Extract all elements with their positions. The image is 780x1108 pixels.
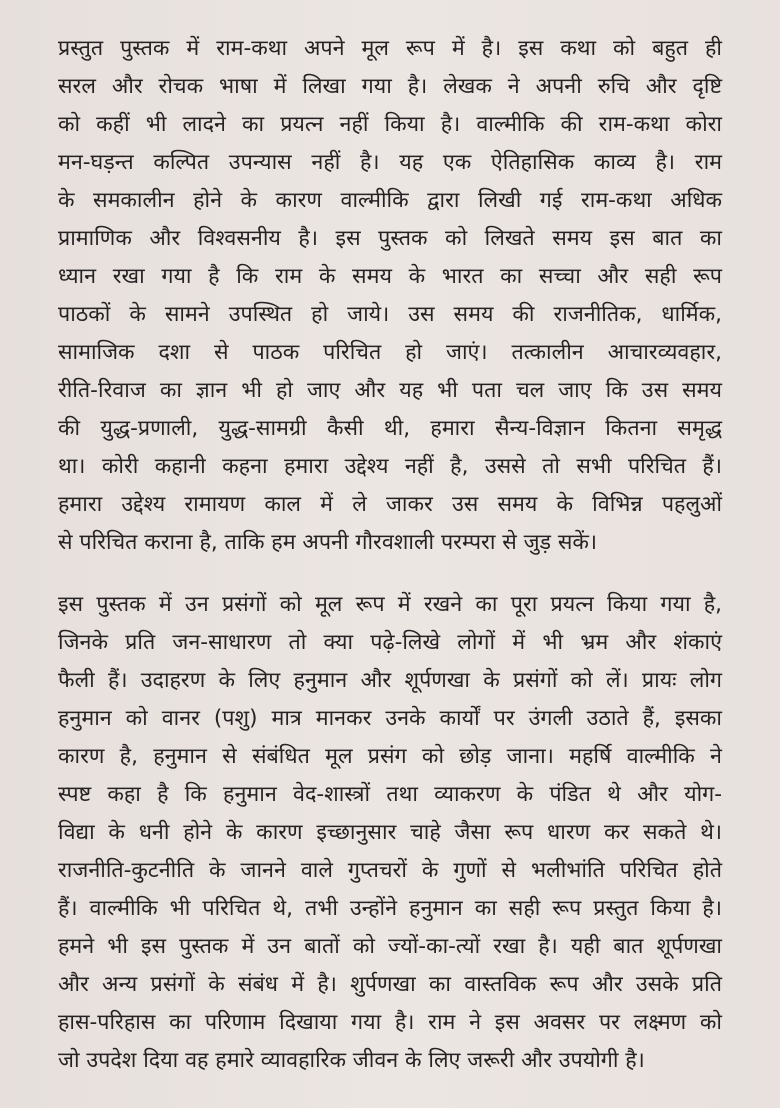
text-line: राजनीति-कुटनीति के जानने वाले गुप्तचरों के गुणों से भलीभांति परिचित होते (58, 858, 722, 883)
text-line: की युद्ध-प्रणाली, युद्ध-सामग्री कैसी थी, हमारा सैन्य-विज्ञान कितना समृद्ध (58, 416, 722, 441)
text-line: प्रस्तुत पुस्तक में राम-कथा अपने मूल रूप में है। इस कथा को बहुत ही (58, 36, 722, 61)
text-line: प्रामाणिक और विश्वसनीय है। इस पुस्तक को लिखते समय इस बात का (58, 226, 722, 251)
text-line: और अन्य प्रसंगों के संबंध में है। शुर्पणखा का वास्तविक रूप और उसके प्रति (58, 972, 722, 997)
text-line: स्पष्ट कहा है कि हनुमान वेद-शास्त्रों तथा व्याकरण के पंडित थे और योग- (58, 782, 722, 807)
text-line: कारण है, हनुमान से संबंधित मूल प्रसंग को छोड़ जाना। महर्षि वाल्मीकि ने (58, 744, 722, 769)
text-line: सरल और रोचक भाषा में लिखा गया है। लेखक ने अपनी रुचि और दृष्टि (58, 74, 722, 99)
text-line: हैं। वाल्मीकि भी परिचित थे, तभी उन्होंने हनुमान का सही रूप प्रस्तुत किया है। (58, 896, 722, 921)
text-line: रीति-रिवाज का ज्ञान भी हो जाए और यह भी पता चल जाए कि उस समय (58, 378, 722, 403)
paragraph-2 (0, 586, 780, 1080)
text-line: पाठकों के सामने उपस्थित हो जाये। उस समय की राजनीतिक, धार्मिक, (58, 302, 722, 327)
text-line: मन-घड़न्त कल्पित उपन्यास नहीं है। यह एक ऐतिहासिक काव्य है। राम (58, 150, 722, 175)
text-line: हनुमान को वानर (पशु) मात्र मानकर उनके कार्यों पर उंगली उठाते हैं, इसका (58, 706, 722, 731)
text-line: हास-परिहास का परिणाम दिखाया गया है। राम ने इस अवसर पर लक्ष्मण को (58, 1010, 722, 1035)
text-line: के समकालीन होने के कारण वाल्मीकि द्वारा लिखी गई राम-कथा अधिक (58, 188, 722, 213)
text-line: जो उपदेश दिया वह हमारे व्यावहारिक जीवन के लिए जरूरी और उपयोगी है। (58, 1048, 645, 1073)
text-line: जिनके प्रति जन-साधारण तो क्या पढ़े-लिखे लोगों में भी भ्रम और शंकाएं (58, 630, 722, 655)
text-line: था। कोरी कहानी कहना हमारा उद्देश्य नहीं है, उससे तो सभी परिचित हैं। (58, 454, 722, 479)
text-line: को कहीं भी लादने का प्रयत्न नहीं किया है। वाल्मीकि की राम-कथा कोरा (58, 112, 722, 137)
paragraph-1 (0, 30, 780, 562)
text-line: विद्या के धनी होने के कारण इच्छानुसार चाहे जैसा रूप धारण कर सकते थे। (58, 820, 722, 845)
text-line: हमने भी इस पुस्तक में उन बातों को ज्यों-का-त्यों रखा है। यही बात शूर्पणखा (58, 934, 722, 959)
text-line: इस पुस्तक में उन प्रसंगों को मूल रूप में रखने का पूरा प्रयत्न किया गया है, (58, 592, 722, 617)
text-line: से परिचित कराना है, ताकि हम अपनी गौरवशाली परम्परा से जुड़ सकें। (58, 530, 598, 555)
text-line: सामाजिक दशा से पाठक परिचित हो जाएं। तत्कालीन आचारव्यवहार, (58, 340, 722, 365)
text-line: ध्यान रखा गया है कि राम के समय के भारत का सच्चा और सही रूप (58, 264, 722, 289)
text-line: हमारा उद्देश्य रामायण काल में ले जाकर उस समय के विभिन्न पहलुओं (58, 492, 722, 517)
text-line: फैली हैं। उदाहरण के लिए हनुमान और शूर्पणखा के प्रसंगों को लें। प्रायः लोग (58, 668, 722, 693)
